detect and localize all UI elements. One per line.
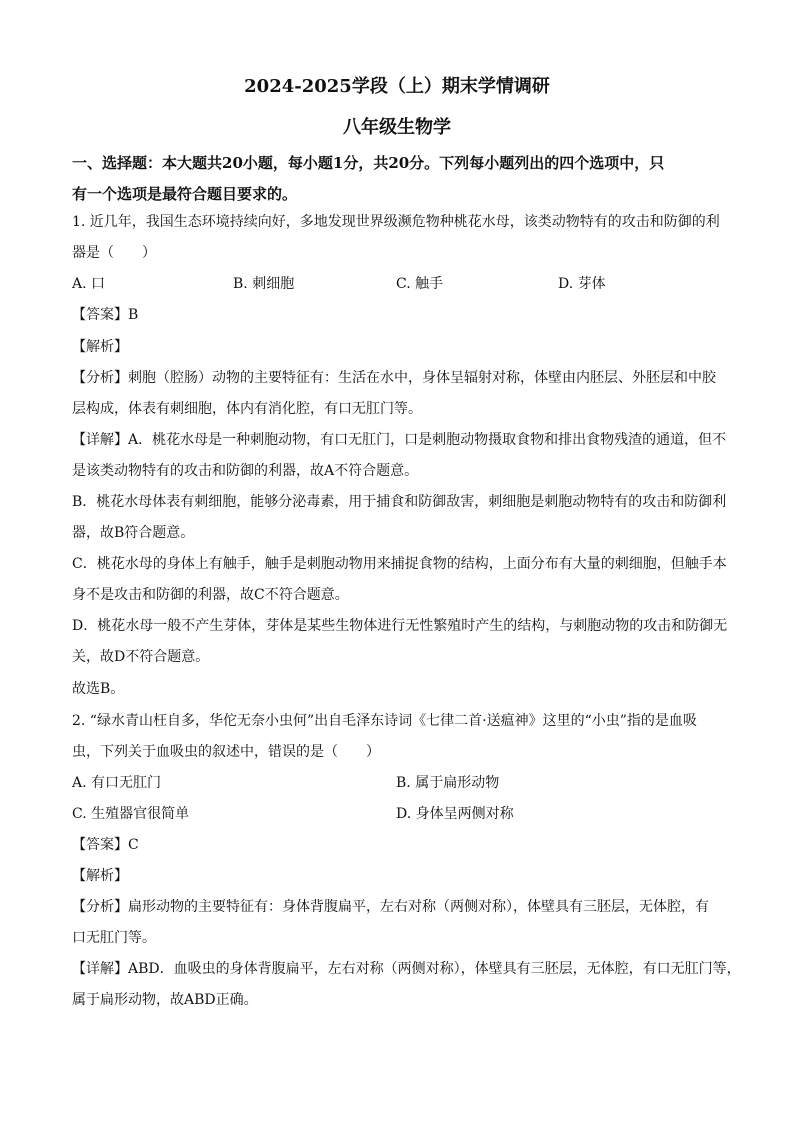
q1-explanation-line: 是该类动物特有的攻击和防御的利器，故A不符合题意。 [72,463,419,479]
q1-explanation-line: D．桃花水母一般不产生芽体，芽体是某些生物体进行无性繁殖时产生的结构，与刺胞动物的攻击和防御无 [72,618,728,634]
section-heading [72,148,724,210]
q1-explanation-line: B．桃花水母体表有刺细胞，能够分泌毒素，用于捕食和防御敌害，刺细胞是刺胞动物特有的攻击和防御利 [72,494,727,510]
q1-option-b: B. 刺细胞 [233,276,295,292]
q1-explanation-line: 层构成，体表有刺细胞，体内有消化腔，有口无肛门等。 [72,401,422,417]
q2-explanation-line: 属于扁形动物，故ABD正确。 [72,992,258,1008]
q2-analysis-label: 【解析】 [72,868,128,884]
q1-option-c: C. 触手 [396,276,444,292]
q1-option-a: A. 口 [72,276,106,292]
q2-explanation-line: 【详解】ABD．血吸虫的身体背腹扁平，左右对称（两侧对称），体壁具有三胚层，无体腔，有口无肛门等， [72,961,741,977]
q1-answer: 【答案】B [72,307,139,323]
section-heading-line: 有一个选项是最符合题目要求的。 [72,185,298,203]
q2-answer: 【答案】C [72,837,139,853]
q1-explanation-line: 【详解】A．桃花水母是一种刺胞动物，有口无肛门，口是刺胞动物摄取食物和排出食物残渣的通道，但不 [72,432,727,448]
q2-stem-line: 虫，下列关于血吸虫的叙述中，错误的是（ ） [72,744,380,760]
q2-stem-line: 2. “绿水青山枉自多，华佗无奈小虫何”出自毛泽东诗词《七律二首·送瘟神》这里的“小虫”指的是血吸 [72,713,697,729]
q2-explanation-line: 【分析】扁形动物的主要特征有：身体背腹扁平，左右对称（两侧对称），体壁具有三胚层，无体腔，有 [72,899,709,915]
q1-explanation-line: 【分析】刺胞（腔肠）动物的主要特征有：生活在水中，身体呈辐射对称，体壁由内胚层、外胚层和中胶 [72,370,716,386]
q2-explanation-line: 口无肛门等。 [72,930,156,946]
q1-explanation-line: 器，故B符合题意。 [72,525,195,541]
q1-option-d: D. 芽体 [558,276,606,292]
q1-conclusion: 故选B。 [72,681,125,697]
q2-option-d: D. 身体呈两侧对称 [396,806,514,822]
q1-explanation-line: 身不是攻击和防御的利器，故C不符合题意。 [72,587,349,603]
q2-option-c: C. 生殖器官很简单 [72,806,190,822]
page-title: 2024-2025学段（上）期末学情调研 [244,76,550,97]
q2-option-a: A. 有口无肛门 [72,775,162,791]
q1-stem-line: 1. 近几年，我国生态环境持续向好，多地发现世界级濒危物种桃花水母，该类动物特有的攻击和防御的利 [72,214,720,230]
page-subtitle: 八年级生物学 [343,117,451,138]
q2-option-b: B. 属于扁形动物 [396,775,500,791]
section-heading-line: 一、选择题：本大题共20小题，每小题1分，共20分。下列每小题列出的四个选项中，只 [72,154,665,172]
q1-analysis-label: 【解析】 [72,339,128,355]
q1-explanation-line: C．桃花水母的身体上有触手，触手是刺胞动物用来捕捉食物的结构，上面分布有大量的刺细胞，但触手本 [72,556,727,572]
q1-stem-line: 器是（ ） [72,245,156,261]
q1-explanation-line: 关，故D不符合题意。 [72,649,210,665]
